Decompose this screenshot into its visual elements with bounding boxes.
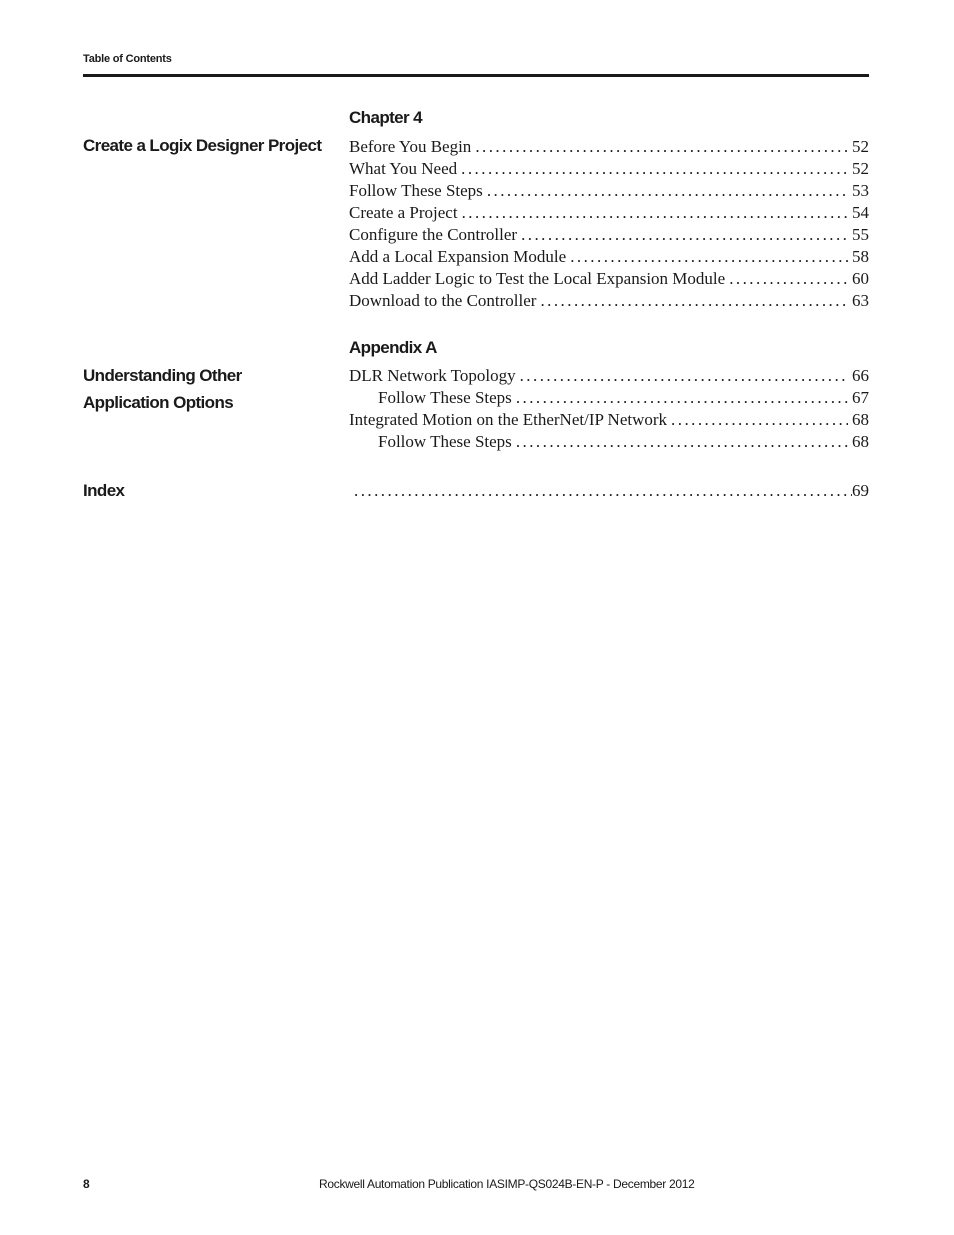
toc-entry-index[interactable]: . . . 69	[354, 480, 869, 502]
toc-entries-chapter-4	[349, 136, 869, 312]
header-rule	[83, 74, 869, 77]
toc-entry[interactable]: DLR Network Topology . . . 66	[349, 365, 869, 387]
section-title-index: Index	[83, 481, 125, 500]
footer-publication: Rockwell Automation Publication IASIMP-QS024B-EN-P - December 2012	[319, 1177, 695, 1191]
toc-entry[interactable]: Create a Project . . . 54	[349, 202, 869, 224]
toc-entry[interactable]: Add a Local Expansion Module . . . 58	[349, 246, 869, 268]
toc-entry[interactable]: Integrated Motion on the EtherNet/IP Network . . . 68	[349, 409, 869, 431]
section-title-other-options: Understanding Other Application Options	[83, 366, 242, 412]
toc-entry[interactable]: Follow These Steps . . . 68	[349, 431, 869, 453]
toc-entry[interactable]: Add Ladder Logic to Test the Local Expansion Module . . . 60	[349, 268, 869, 290]
toc-entry[interactable]: What You Need . . . 52	[349, 158, 869, 180]
chapter-label-4: Chapter 4	[349, 108, 423, 127]
toc-entry[interactable]: Follow These Steps . . . 53	[349, 180, 869, 202]
running-head: Table of Contents	[83, 53, 172, 65]
chapter-label-appendix-a: Appendix A	[349, 338, 437, 357]
toc-entry[interactable]: Follow These Steps . . . 67	[349, 387, 869, 409]
toc-entry[interactable]: Download to the Controller . . . 63	[349, 290, 869, 312]
section-title-create-project: Create a Logix Designer Project	[83, 136, 322, 155]
footer-page-number: 8	[83, 1177, 90, 1191]
toc-entry[interactable]: Configure the Controller . . . 55	[349, 224, 869, 246]
toc-entries-appendix-a	[349, 365, 869, 453]
toc-entry[interactable]: Before You Begin . . . 52	[349, 136, 869, 158]
